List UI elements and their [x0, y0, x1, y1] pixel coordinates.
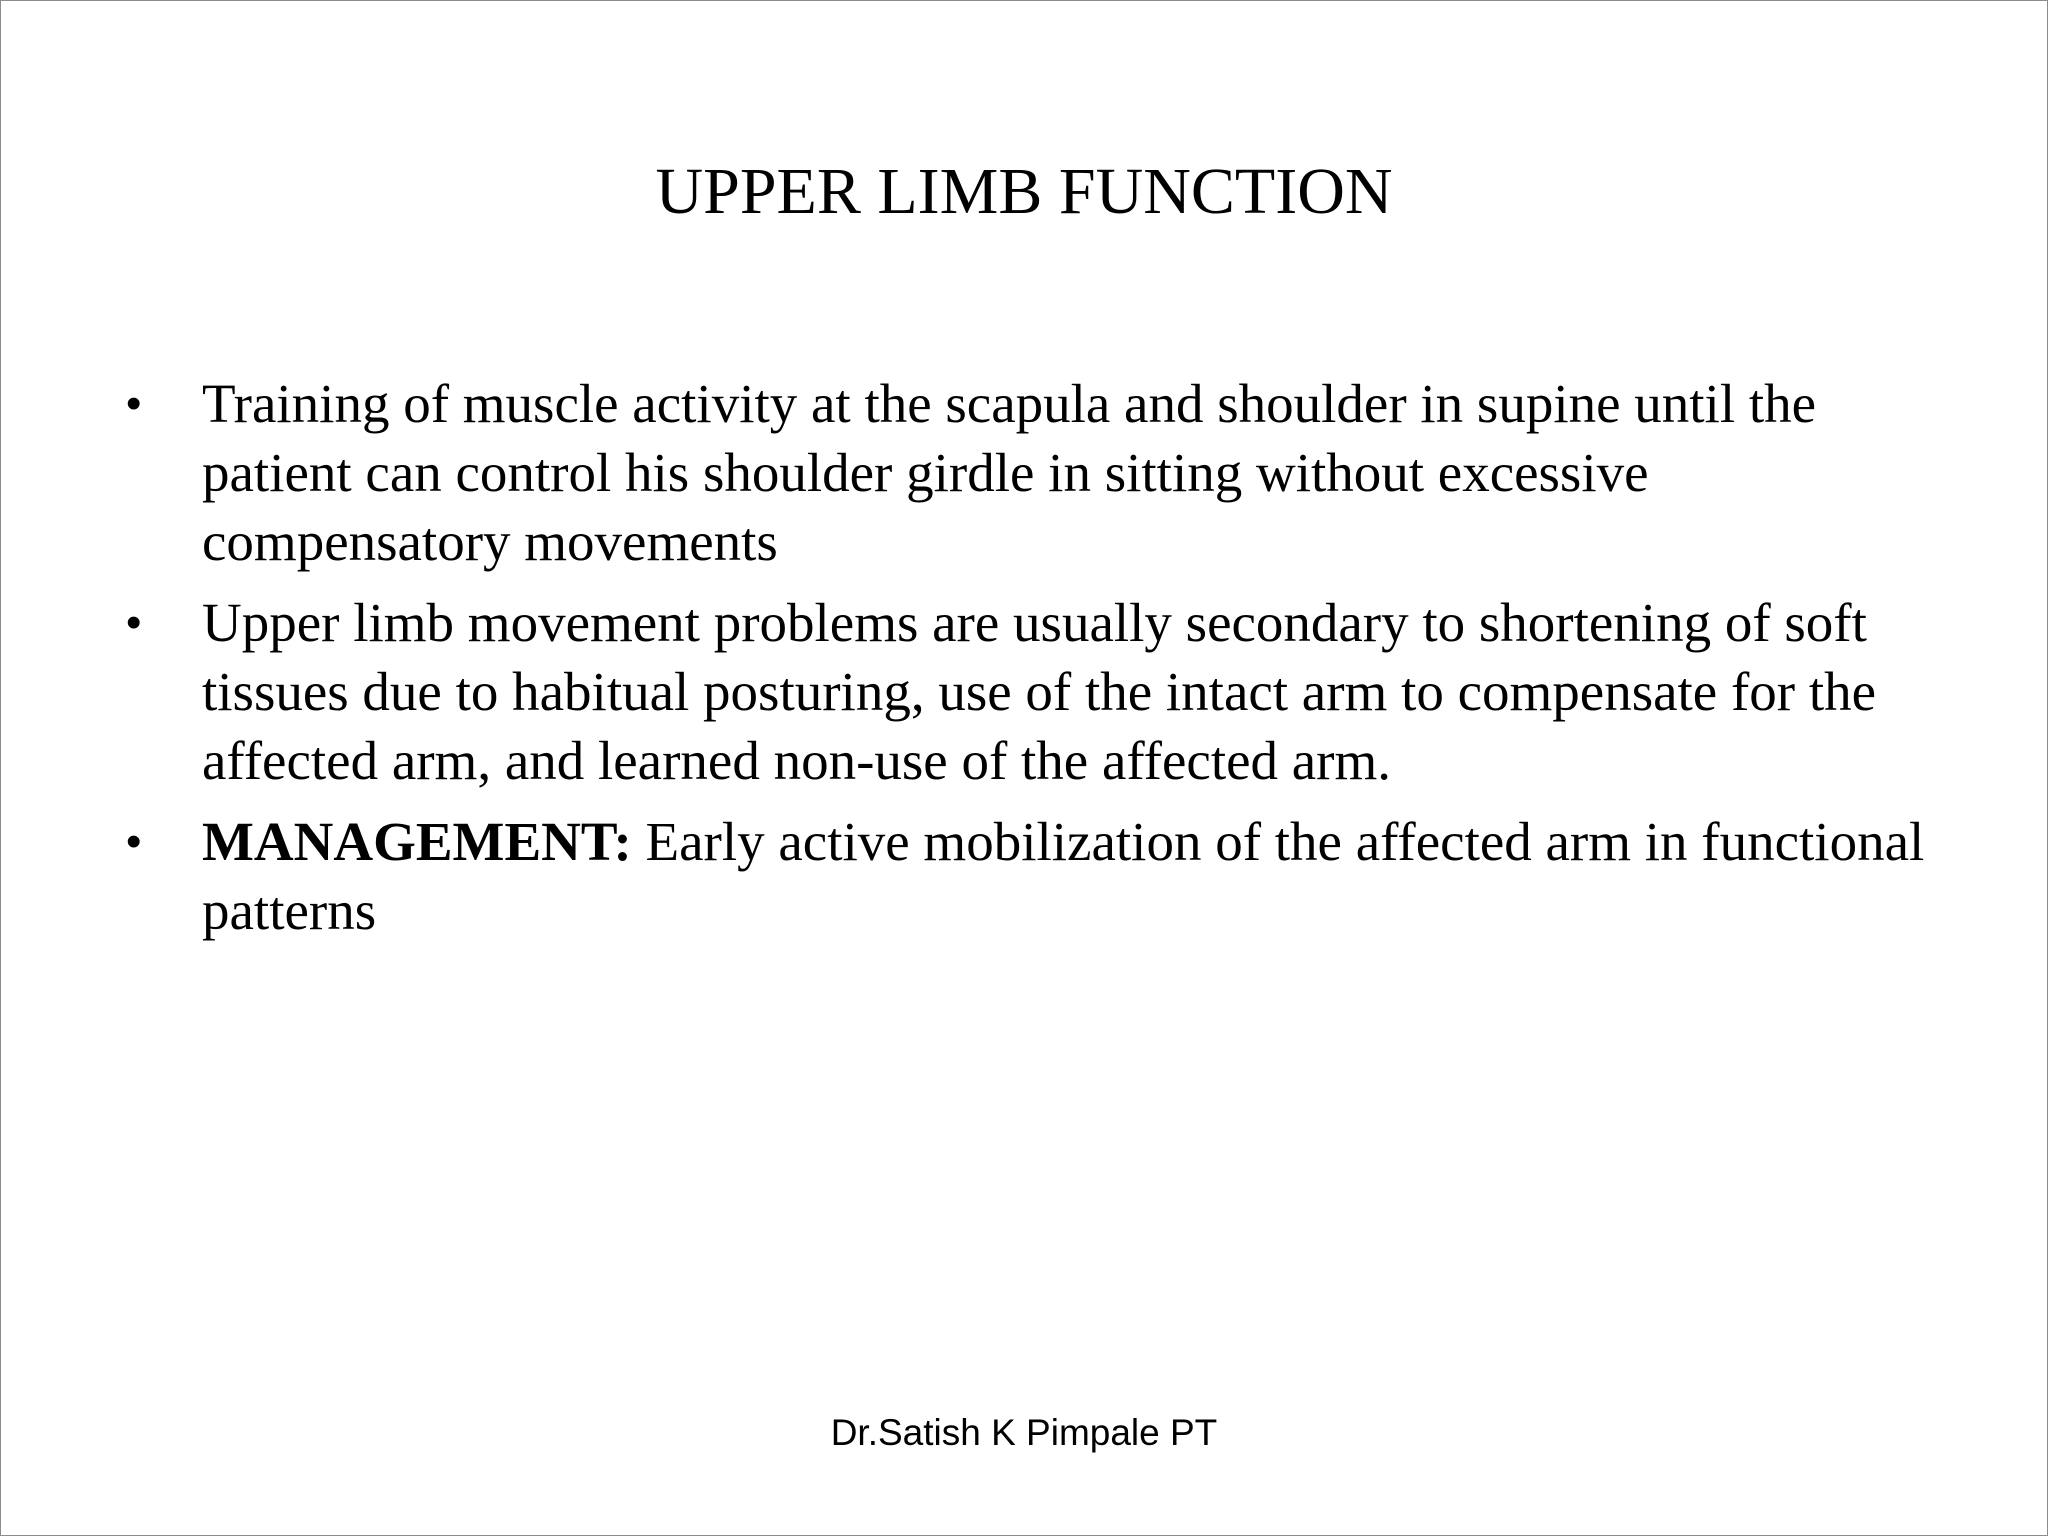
- bullet-text: Training of muscle activity at the scapula and shoulder in supine until the patient can control his shoulder girdle in sitting without excessive compensatory movements: [202, 373, 1817, 572]
- bullet-item: [119, 369, 1949, 576]
- bullet-item: [119, 588, 1949, 795]
- bullet-icon: •: [126, 598, 142, 647]
- slide-footer-author: Dr.Satish K Pimpale PT: [830, 1412, 1218, 1453]
- bullet-text: Early active mobilization of the affected arm in functional patterns: [202, 811, 1925, 941]
- bullet-icon: •: [126, 379, 142, 428]
- bullet-text: Upper limb movement problems are usually secondary to shortening of soft tissues due to habitual posturing, use of the intact arm to compensate for the affected arm, and learned non-use of the affected arm.: [202, 592, 1877, 791]
- bullet-prefix: MANAGEMENT:: [202, 811, 632, 872]
- slide-title: UPPER LIMB FUNCTION: [655, 155, 1393, 228]
- bullet-list: [119, 369, 1949, 957]
- bullet-icon: •: [126, 817, 142, 866]
- bullet-item: [119, 807, 1949, 945]
